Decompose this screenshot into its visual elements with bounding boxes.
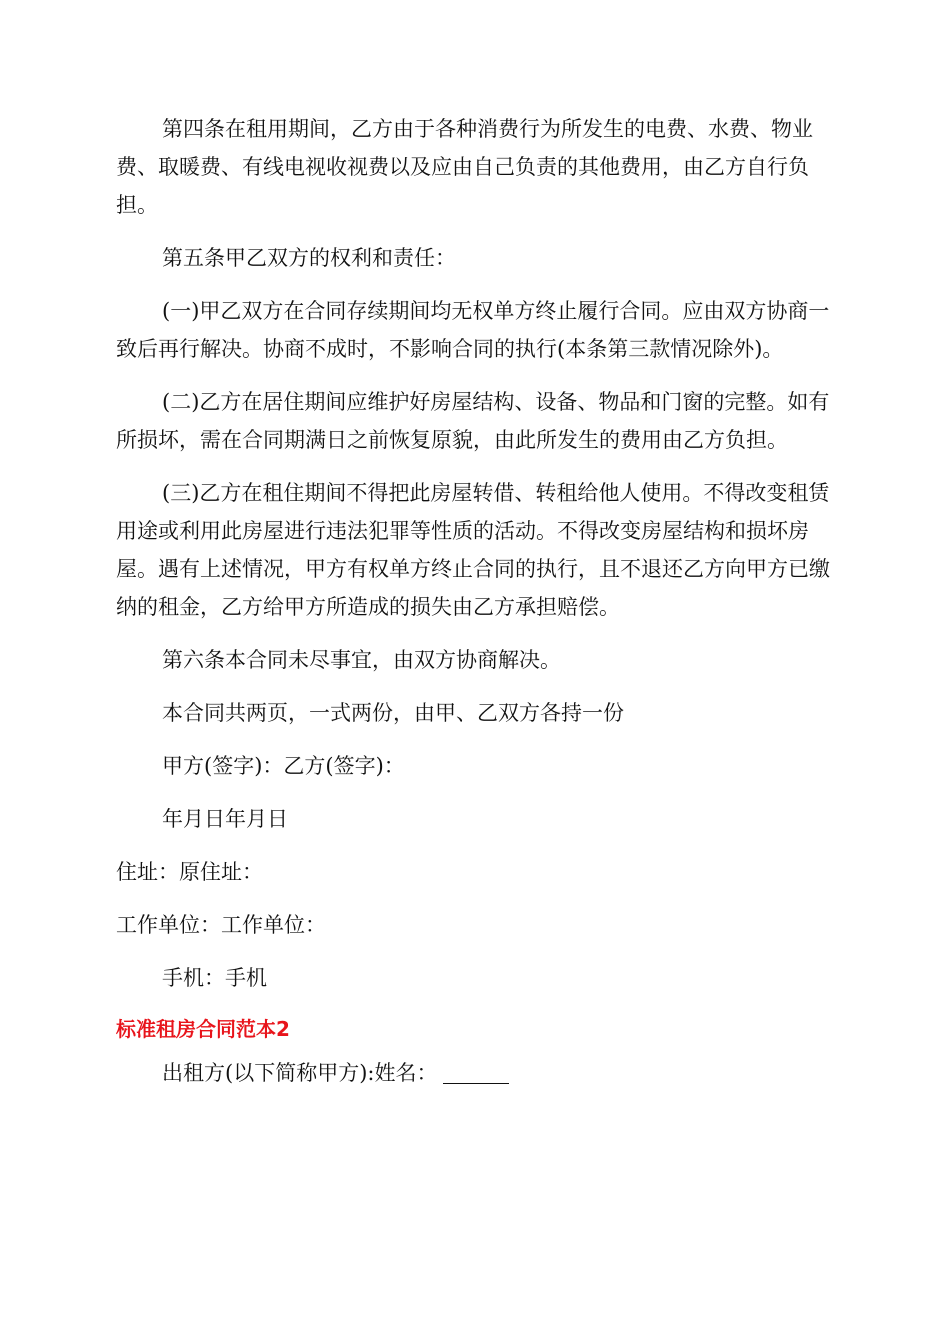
article-5-heading: 第五条甲乙双方的权利和责任： <box>162 246 456 270</box>
article-6-paragraph: 第六条本合同未尽事宜，由双方协商解决。 <box>162 648 561 672</box>
lessor-name-label: 出租方(以下简称甲方):姓名： <box>162 1061 438 1085</box>
section-2-heading: 标准租房合同范本2 <box>116 1017 290 1041</box>
signature-line: 甲方(签字)：乙方(签字)： <box>162 754 405 778</box>
lessor-name-line <box>116 1054 832 1092</box>
address-line: 住址：原住址： <box>116 860 263 884</box>
copies-statement: 本合同共两页，一式两份，由甲、乙双方各持一份 <box>162 701 624 725</box>
phone-line: 手机：手机 <box>162 966 267 990</box>
lessor-name-blank <box>443 1061 509 1084</box>
article-4-paragraph: 第四条在租用期间，乙方由于各种消费行为所发生的电费、水费、物业费、取暖费、有线电视收视费以及应由自己负责的其他费用，由乙方自行负担。 <box>116 117 813 217</box>
employer-line: 工作单位：工作单位： <box>116 913 326 937</box>
document-page <box>116 110 832 1092</box>
article-5-item-3: (三)乙方在租住期间不得把此房屋转借、转租给他人使用。不得改变租赁用途或利用此房屋进行违法犯罪等性质的活动。不得改变房屋结构和损坏房屋。遇有上述情况，甲方有权单方终止合同的执行，且不退还乙方向甲方已缴纳的租金，乙方给甲方所造成的损失由乙方承担赔偿。 <box>116 481 830 619</box>
date-line: 年月日年月日 <box>162 807 288 831</box>
article-5-item-1: (一)甲乙双方在合同存续期间均无权单方终止履行合同。应由双方协商一致后再行解决。协商不成时，不影响合同的执行(本条第三款情况除外)。 <box>116 299 830 361</box>
article-5-item-2: (二)乙方在居住期间应维护好房屋结构、设备、物品和门窗的完整。如有所损坏，需在合同期满日之前恢复原貌，由此所发生的费用由乙方负担。 <box>116 390 830 452</box>
